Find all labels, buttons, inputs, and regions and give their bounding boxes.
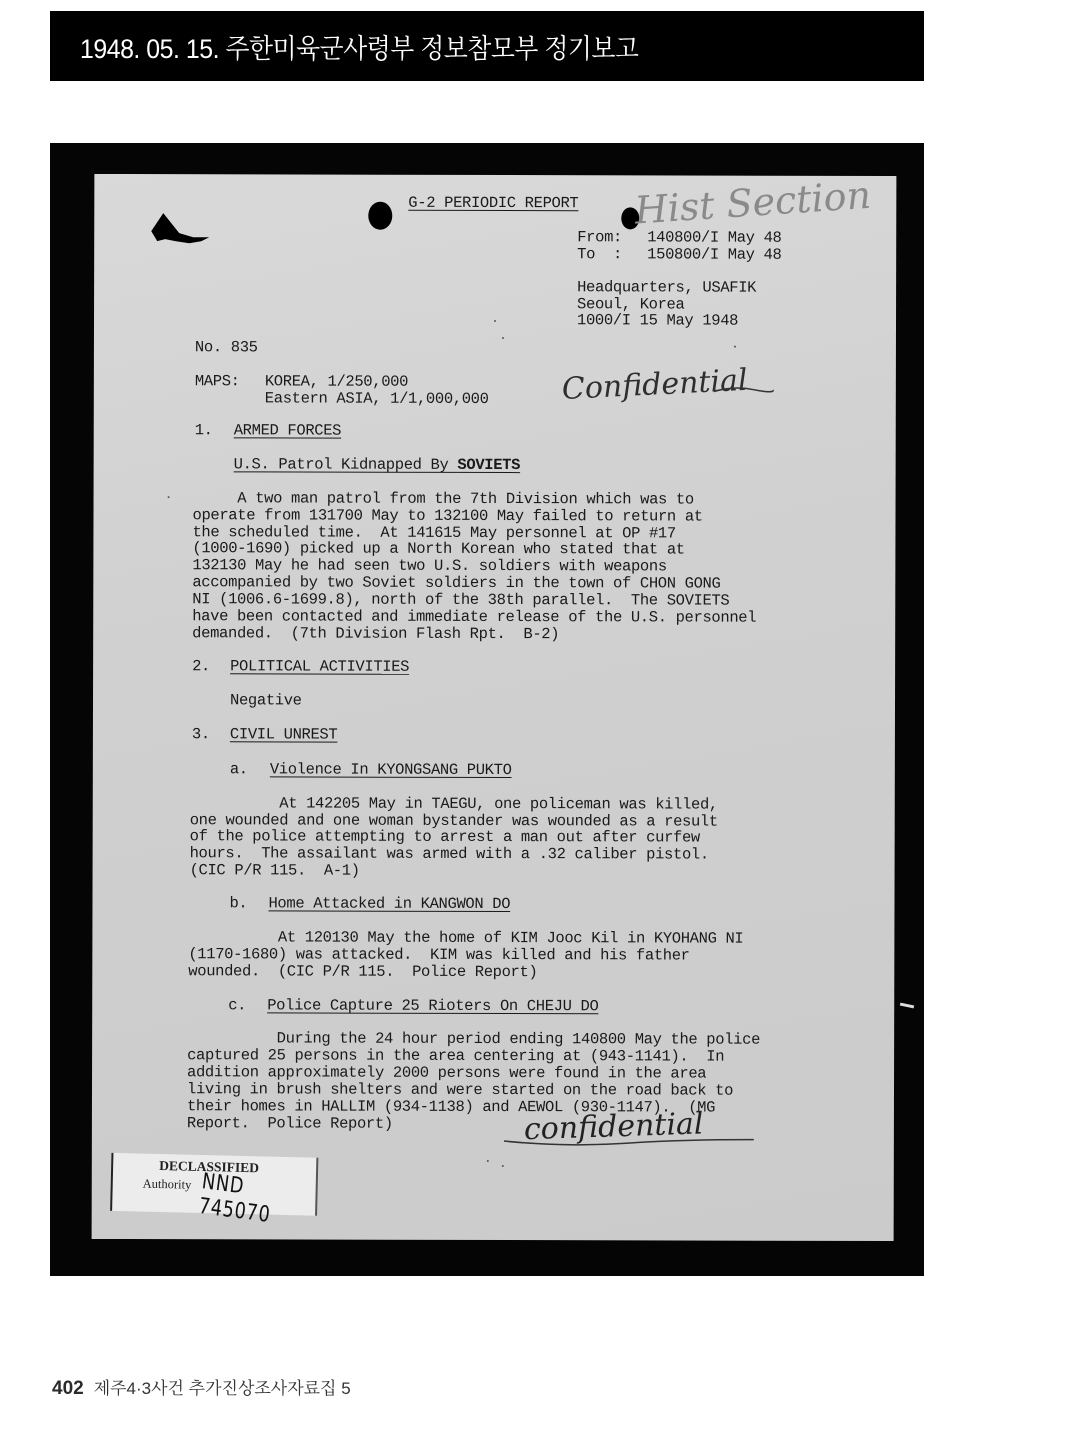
body-line: have been contacted and immediate release of the U.S. personnel bbox=[192, 607, 757, 627]
subsection-letter: b. bbox=[229, 894, 248, 913]
subsection-heading: Police Capture 25 Rioters On CHEJU DO bbox=[267, 996, 599, 1016]
punch-hole-icon bbox=[368, 202, 392, 230]
report-number: No. 835 bbox=[194, 338, 258, 357]
body-line: accompanied by two Soviet soldiers in the town of CHON GONG bbox=[192, 573, 721, 593]
section-body: Negative bbox=[229, 691, 302, 710]
to-value: 150800/I May 48 bbox=[647, 245, 782, 264]
maps-line: Eastern ASIA, 1/1,000,000 bbox=[264, 389, 489, 408]
body-line: addition approximately 2000 persons were found in the area bbox=[187, 1063, 707, 1083]
stamp-title: DECLASSIFIED bbox=[159, 1157, 260, 1176]
subsection-heading: Home Attacked in KANGWON DO bbox=[268, 894, 511, 914]
hq-line: 1000/I 15 May 1948 bbox=[576, 311, 739, 330]
body-line: A two man patrol from the 7th Division which was to bbox=[192, 489, 694, 509]
section-heading: CIVIL UNREST bbox=[229, 725, 338, 744]
page-title: 1948. 05. 15. 주한미육군사령부 정보참모부 정기보고 bbox=[80, 33, 639, 64]
body-line: (1000-1690) picked up a North Korean who stated that at bbox=[192, 539, 685, 559]
signature-swash-icon bbox=[504, 1133, 754, 1152]
body-line: At 120130 May the home of KIM Jooc Kil in KYOHANG NI bbox=[188, 928, 744, 948]
from-value: 140800/I May 48 bbox=[647, 228, 782, 247]
body-line: living in brush shelters and were started on the road back to bbox=[186, 1080, 734, 1100]
section-number: 3. bbox=[191, 725, 210, 744]
section-heading: POLITICAL ACTIVITIES bbox=[230, 657, 410, 676]
report-title: G-2 PERIODIC REPORT bbox=[408, 193, 579, 213]
confidential-signature-top: Confidential bbox=[561, 362, 749, 408]
section-number: 1. bbox=[194, 421, 213, 440]
document-page bbox=[92, 174, 897, 1241]
body-line: 132130 May he had seen two U.S. soldiers with weapons bbox=[192, 556, 667, 576]
body-line: the scheduled time. At 141615 May personnel at OP #17 bbox=[192, 523, 676, 543]
body-line: their homes in HALLIM (934-1138) and AEWOL (930-1147). (MG bbox=[186, 1097, 716, 1117]
paper-speck bbox=[487, 1160, 489, 1162]
body-line: Report. Police Report) bbox=[186, 1114, 393, 1133]
book-title: 제주4·3사건 추가진상조사자료집 5 bbox=[93, 1379, 351, 1398]
edge-mark bbox=[900, 1003, 914, 1009]
body-line: demanded. (7th Division Flash Rpt. B-2) bbox=[192, 624, 560, 644]
maps-label: MAPS: bbox=[194, 372, 240, 391]
paper-speck bbox=[494, 320, 496, 322]
page-footer bbox=[52, 1374, 351, 1400]
declassified-stamp bbox=[110, 1153, 318, 1228]
section-number: 2. bbox=[192, 657, 211, 676]
to-label: To : bbox=[577, 245, 622, 264]
paper-speck bbox=[168, 496, 170, 498]
paper-speck bbox=[734, 346, 736, 348]
stamp-authority-label: Authority bbox=[142, 1176, 192, 1192]
stamp-authority-value: NND 745070 bbox=[197, 1169, 272, 1228]
body-line: (1170-1680) was attacked. KIM was killed and his father bbox=[188, 945, 690, 965]
hq-line: Headquarters, USAFIK bbox=[577, 278, 757, 297]
section-subheading bbox=[234, 456, 521, 474]
body-line: operate from 131700 May to 132100 May failed to return at bbox=[192, 506, 703, 526]
confidential-signature-bottom: confidential bbox=[523, 1106, 705, 1148]
subsection-heading: Violence In KYONGSANG PUKTO bbox=[269, 760, 512, 780]
torn-corner-icon bbox=[149, 211, 211, 247]
body-line: one wounded and one woman bystander was wounded as a result bbox=[189, 811, 718, 831]
body-line: (CIC P/R 115. A-1) bbox=[189, 861, 360, 880]
scanned-document-frame bbox=[50, 143, 924, 1276]
body-line: of the police attempting to arrest a man out after curfew bbox=[189, 827, 700, 847]
page-header-bar bbox=[50, 11, 924, 81]
body-line: During the 24 hour period ending 140800 May the police bbox=[187, 1029, 761, 1049]
body-line: NI (1006.6-1699.8), north of the 38th parallel. The SOVIETS bbox=[192, 590, 730, 610]
page-number: 402 bbox=[52, 1378, 84, 1399]
hq-line: Seoul, Korea bbox=[577, 295, 685, 314]
body-line: captured 25 persons in the area centering at (943-1141). In bbox=[187, 1046, 725, 1066]
subsection-letter: c. bbox=[228, 996, 247, 1015]
body-line: wounded. (CIC P/R 115. Police Report) bbox=[188, 962, 538, 982]
body-line: At 142205 May in TAEGU, one policeman was killed, bbox=[189, 794, 718, 814]
from-label: From: bbox=[577, 228, 623, 247]
body-line: hours. The assailant was armed with a .32 caliber pistol. bbox=[189, 844, 709, 864]
paper-speck bbox=[502, 337, 504, 339]
subsection-letter: a. bbox=[229, 760, 248, 779]
section-heading: ARMED FORCES bbox=[233, 421, 342, 440]
handwritten-note: Hist Section bbox=[633, 172, 873, 233]
signature-swash-icon bbox=[714, 384, 774, 398]
maps-line: KOREA, 1/250,000 bbox=[264, 372, 409, 391]
subheading-text: U.S. Patrol Kidnapped By bbox=[233, 455, 458, 474]
subheading-bold: SOVIETS bbox=[457, 455, 521, 475]
paper-speck bbox=[502, 1165, 504, 1167]
